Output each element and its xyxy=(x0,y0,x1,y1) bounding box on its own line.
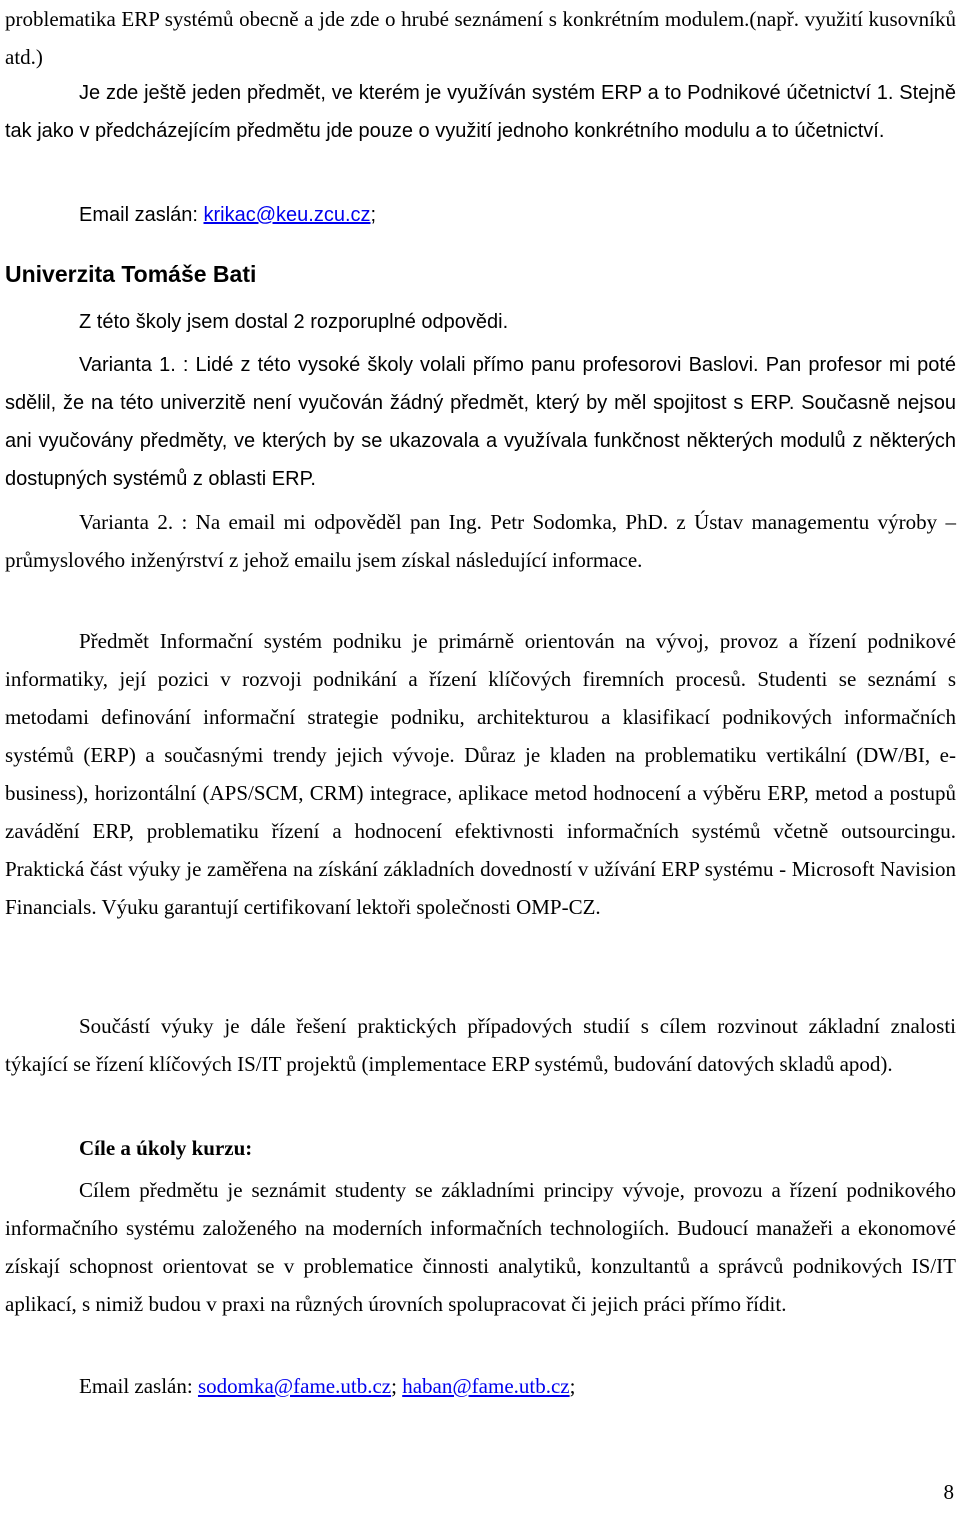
email-line-utb xyxy=(5,1367,956,1405)
paragraph-podnikove-ucetnictvi: Je zde ještě jeden předmět, ve kterém je využíván systém ERP a to Podnikové účetnictví 1. Stejně tak jako v předcházejícím předmětu jde pouze o využití jednoho konkrétního modulu a to účetnictví. xyxy=(5,82,956,142)
paragraph-two-answers: Z této školy jsem dostal 2 rozporuplné odpovědi. xyxy=(79,311,509,333)
email-separator: ; xyxy=(391,1374,403,1398)
paragraph-variant-2: Varianta 2. : Na email mi odpověděl pan Ing. Petr Sodomka, PhD. z Ústav managementu výroby – průmyslového inženýrství z jehož emailu jsem získal následující informace. xyxy=(5,510,956,572)
email-link-krikac[interactable]: krikac@keu.zcu.cz xyxy=(203,204,371,226)
paragraph-course-description: Předmět Informační systém podniku je primárně orientován na vývoj, provoz a řízení podnikové informatiky, její pozici v rozvoji podnikání a řízení klíčových firemních procesů. Studenti se seznámí s metodami definování informační strategie podniku, architekturou a klasifikací podnikových informačních systémů (ERP) a současnými trendy jejich vývoje. Důraz je kladen na problematiku vertikální (DW/BI, e-business), horizontální (APS/SCM, CRM) integrace, aplikace metod hodnocení a výběru ERP, metod a postupů zavádění ERP, problematiku řízení a hodnocení efektivnosti informačních systémů včetně outsourcingu. Praktická část výuky je zaměřena na získání základních dovedností v užívání ERP systému - Microsoft Navision Financials. Výuku garantují certifikovaní lektoři společnosti OMP-CZ. xyxy=(5,629,956,919)
paragraph-variant-1: Varianta 1. : Lidé z této vysoké školy volali přímo panu profesorovi Baslovi. Pan profesor mi poté sdělil, že na této univerzitě není vyučován žádný předmět, který by měl spojitost s ERP. Současně nejsou ani vyučovány předměty, ve kterých by se ukazovala a využívala funkčnost některých modulů z některých dostupných systémů z oblasti ERP. xyxy=(5,354,956,490)
email-label: Email zaslán: xyxy=(79,204,204,226)
goals-heading: Cíle a úkoly kurzu: xyxy=(79,1136,253,1160)
email-suffix: ; xyxy=(370,204,377,226)
section-heading-utb: Univerzita Tomáše Bati xyxy=(5,261,257,287)
paragraph-case-studies: Součástí výuky je dále řešení praktických případových studií s cílem rozvinout základní znalosti týkající se řízení klíčových IS/IT projektů (implementace ERP systémů, budování datových skladů apod). xyxy=(5,1014,956,1076)
page-number: 8 xyxy=(943,1480,954,1504)
paragraph-erp-intro: problematika ERP systémů obecně a jde zde o hrubé seznámení s konkrétním modulem.(např. využití kusovníků atd.) xyxy=(5,7,956,69)
email-link-sodomka[interactable]: sodomka@fame.utb.cz xyxy=(197,1374,392,1398)
paragraph-course-goals: Cílem předmětu je seznámit studenty se základními principy vývoje, provozu a řízení podnikového informačního systému založeného na moderních informačních technologiích. Budoucí manažeři a ekonomové získají schopnost orientovat se v problematice činnosti analytiků, konzultantů a správců podnikových IS/IT aplikací, s nimiž budou v praxi na různých úrovních spolupracovat či jejich práci přímo řídit. xyxy=(5,1178,956,1316)
email-link-haban[interactable]: haban@fame.utb.cz xyxy=(402,1374,570,1398)
email-line-keu xyxy=(5,196,956,234)
email-label: Email zaslán: xyxy=(79,1374,198,1398)
email-suffix: ; xyxy=(569,1374,576,1398)
